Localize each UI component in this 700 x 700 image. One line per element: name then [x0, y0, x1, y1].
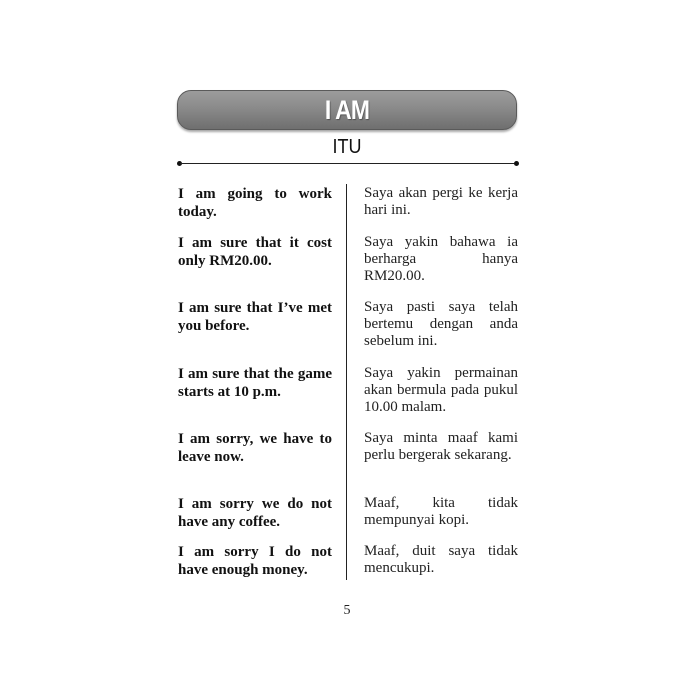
- english-phrase: I am sorry we do not have any coffee.: [178, 496, 332, 530]
- malay-translation: Saya yakin permainan akan bermula pada pukul 10.00 malam.: [364, 365, 518, 415]
- malay-translation: Saya akan pergi ke kerja hari ini.: [364, 185, 518, 218]
- english-phrase: I am sorry, we have to leave now.: [178, 431, 332, 465]
- english-phrase: I am sure that the game starts at 10 p.m.: [178, 366, 332, 400]
- malay-translation: Maaf, duit saya tidak mencukupi.: [364, 543, 518, 576]
- malay-translation: Saya pasti saya telah bertemu dengan anda sebelum ini.: [364, 299, 518, 349]
- english-phrase: I am going to work today.: [178, 186, 332, 220]
- english-phrase: I am sure that it cost only RM20.00.: [178, 235, 332, 269]
- page-number: 5: [343, 603, 351, 618]
- page-subtitle: ITU: [332, 136, 362, 158]
- malay-translation: Saya minta maaf kami perlu bergerak sekarang.: [364, 430, 518, 463]
- title-banner: [177, 90, 517, 130]
- title-rule: [180, 163, 516, 164]
- malay-translation: Maaf, kita tidak mempunyai kopi.: [364, 495, 518, 528]
- page-title: I AM: [324, 94, 370, 125]
- english-phrase: I am sorry I do not have enough money.: [178, 544, 332, 578]
- rule-right-dot: [514, 161, 519, 166]
- malay-translation: Saya yakin bahawa ia berharga hanya RM20.00.: [364, 234, 518, 284]
- column-divider: [346, 184, 347, 580]
- english-phrase: I am sure that I’ve met you before.: [178, 300, 332, 334]
